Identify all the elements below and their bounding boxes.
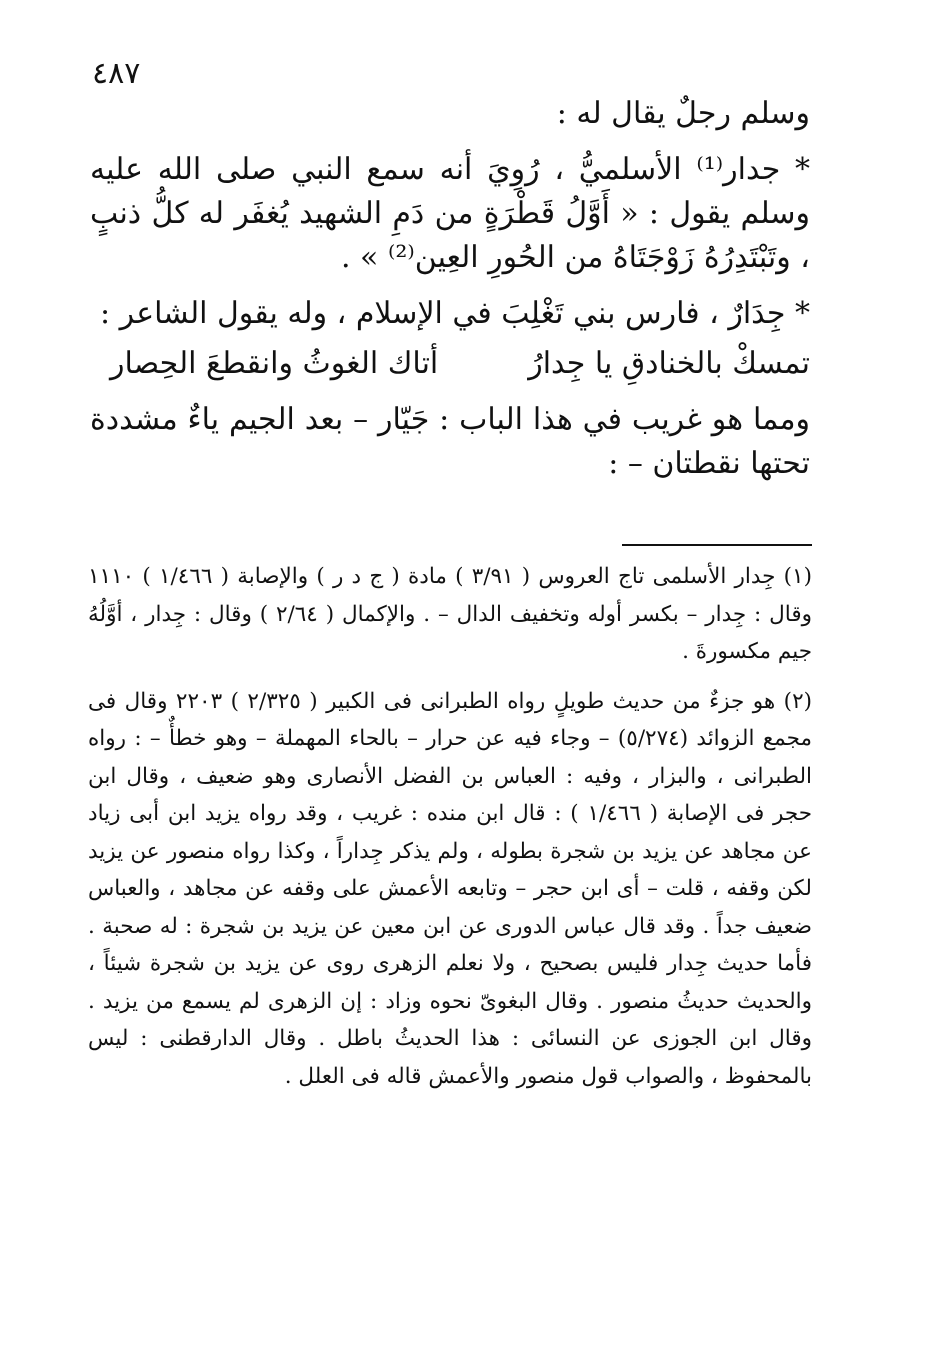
footnotes (88, 558, 812, 1095)
verse-first-hemistich: تمسكْ بالخنادقِ يا جِدارُ (528, 346, 810, 381)
entry-jidar-taghlib: * جِدَارٌ ، فارس بني تَغْلِبَ في الإسلام ، وله يقول الشاعر : (100, 296, 810, 331)
intro-line: وسلم رجلٌ يقال له : (556, 96, 810, 131)
poetry-verse (90, 342, 810, 386)
main-text (90, 92, 810, 486)
verse-second-hemistich: أتاك الغوثُ وانقطعَ الحِصار (110, 346, 439, 381)
closing-paragraph: ومما هو غريب في هذا الباب : جَيّار – بعد الجيم ياءٌ مشددة تحتها نقطتان – : (90, 402, 810, 481)
footnote-divider (622, 544, 812, 546)
entry-jidar-al-aslami: * جدار⁽¹⁾ الأسلميُّ ، رُوِيَ أنه سمع النبي صلى الله عليه وسلم يقول : « أَوَّلُ قَطْرَةٍ من دَمِ الشهيد يُغفَر له كلُّ ذنبٍ ، وتَبْتَدِرُهُ زَوْجَتَاهُ من الحُورِ العِين⁽²⁾ » . (90, 152, 810, 275)
page-number: ٤٨٧ (92, 56, 141, 91)
footnote-2: (٢) هو جزءٌ من حديث طويلٍ رواه الطبرانى فى الكبير ( ٢/٣٢٥ ) ٢٢٠٣ وقال فى مجمع الزوائد (٥/٢٧٤) – وجاء فيه عن حرار – بالحاء المهملة – وهو خطأٌ – : رواه الطبرانى ، والبزار ، وفيه : العباس بن الفضل الأنصارى وهو ضعيف ، وقال ابن حجر فى الإصابة ( ١/٤٦٦ ) : قال ابن منده : غريب ، وقد رواه يزيد ابن أبى زياد عن مجاهد عن يزيد بن شجرة بطوله ، ولم يذكر جِداراً ، وكذا رواه منصور عن يزيد لكن وقفه ، قلت – أى ابن حجر – وتابعه الأعمش على وقفه عن مجاهد ، والعباس ضعيف جداً . وقد قال عباس الدورى عن ابن معين عن يزيد بن شجرة : له صحبة . فأما حديث جِدار فليس بصحيح ، ولا نعلم الزهرى روى عن يزيد بن شجرة شيئاً ، والحديث حديثُ منصور . وقال البغوىّ نحوه وزاد : إن الزهرى لم يسمع من يزيد . وقال ابن الجوزى عن النسائى : هذا الحديثُ باطل . وقال الدارقطنى : ليس بالمحفوظ ، والصواب قول منصور والأعمش قاله فى العلل . (88, 688, 813, 1089)
footnote-1: (١) جِدار الأسلمى تاج العروس ( ٣/٩١ ) مادة ( ج د ر ) والإصابة ( ١/٤٦٦ ) ١١١٠ وقال : جِدار – بكسر أوله وتخفيف الدال – . والإكمال ( ٢/٦٤ ) وقال : جِدار ، أوَّلُهُ جيم مكسورةَ . (88, 564, 812, 664)
